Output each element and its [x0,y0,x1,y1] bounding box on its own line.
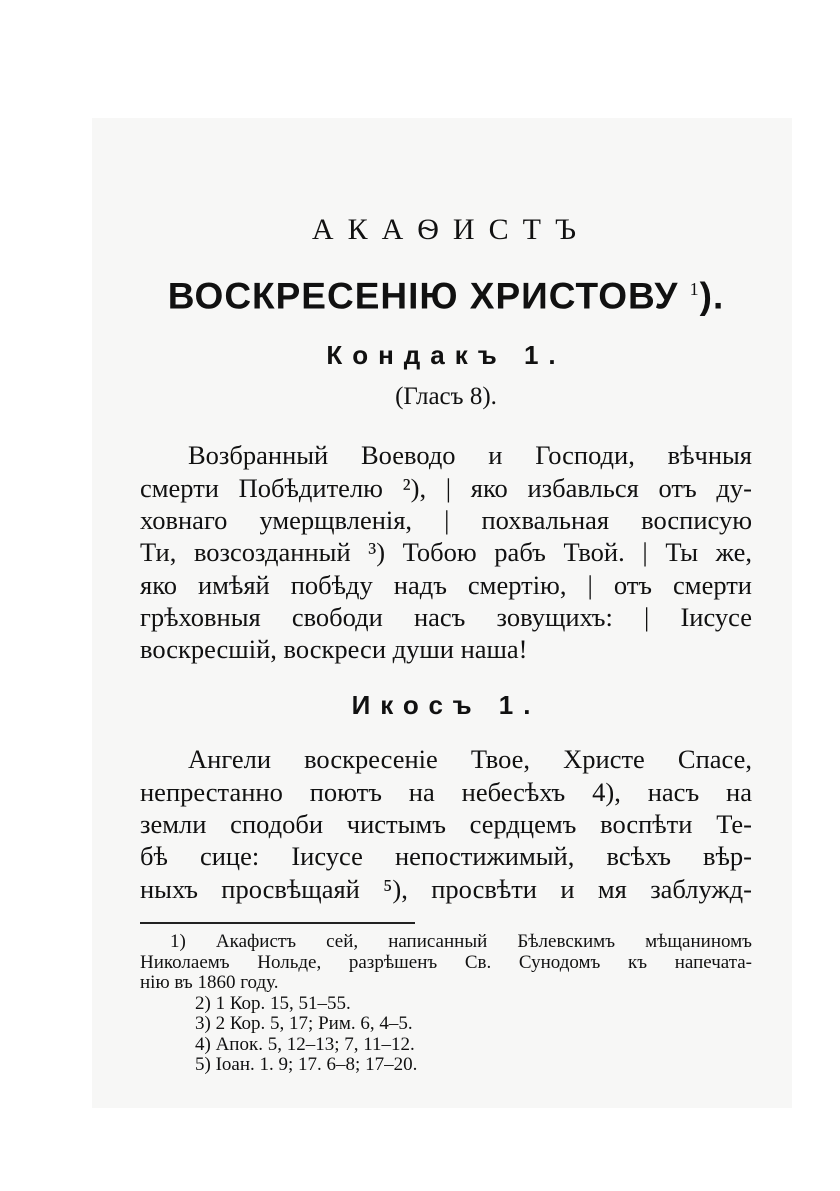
footnote-5: 5) Іоан. 1. 9; 17. 6–8; 17–20. [195,1054,418,1075]
footnote-2: 2) 1 Кор. 15, 51–55. [195,992,351,1014]
kondak-text [140,439,752,665]
ikos-heading: Икосъ 1. [351,690,541,721]
kondak-line: ховнаго умерщвленія, | похвальная восписую [140,504,752,535]
footnote-1-line: нію въ 1860 году. [140,972,279,993]
ikos-line: бѣ сице: Іисусе непостижимый, всѣхъ вѣр- [140,841,752,872]
ikos-text [140,743,752,904]
footnote-divider [140,922,415,924]
kondak-line: грѣховныя свободи насъ зовущихъ: | Іисусе [140,601,752,632]
ikos-line: Ангели воскресеніе Твое, Христе Спасе, [188,744,752,775]
footnote-4: 4) Апок. 5, 12–13; 7, 11–12. [195,1033,415,1055]
ikos-line: ныхъ просвѣщаяй ⁵), просвѣти и мя заблужд- [140,873,752,904]
subtitle-tail: ). [699,275,725,317]
kondak-line: смерти Побѣдителю ²), | яко избавлься отъ ду- [140,472,752,503]
kondak-heading: Кондакъ 1. [326,340,566,371]
akathist-title: АКАѲИСТЪ [311,213,591,246]
kondak-line: Ти, возсозданный ³) Тобою рабъ Твой. | Ты же, [140,537,752,568]
document-body [140,210,752,905]
kondak-line: Возбранный Воеводо и Господи, вѣчныя [188,440,752,471]
kondak-line: воскресшій, воскреси души наша! [140,634,528,665]
kondak-line: яко имѣяй побѣду надъ смертію, | отъ смерти [140,569,752,600]
ikos-line: непрестанно поютъ на небесѣхъ 4), насъ на [140,776,752,807]
ikos-line: земли сподоби чистымъ сердцемъ воспѣти Те- [140,809,752,839]
kondak-tone: (Гласъ 8). [395,383,497,411]
footnote-1-line: Николаемъ Нольде, разрѣшенъ Св. Сунодомъ къ напечата- [140,951,752,973]
footnote-marker-1: 1 [689,279,700,299]
footnotes [140,932,752,1076]
akathist-subtitle [140,264,752,321]
footnote-3: 3) 2 Кор. 5, 17; Рим. 6, 4–5. [195,1013,413,1034]
subtitle-text: ВОСКРЕСЕНІЮ ХРИСТОВУ [167,275,679,317]
footnote-1-line: 1) Акафистъ сей, написанный Бѣлевскимъ мѣщаниномъ [170,931,752,952]
